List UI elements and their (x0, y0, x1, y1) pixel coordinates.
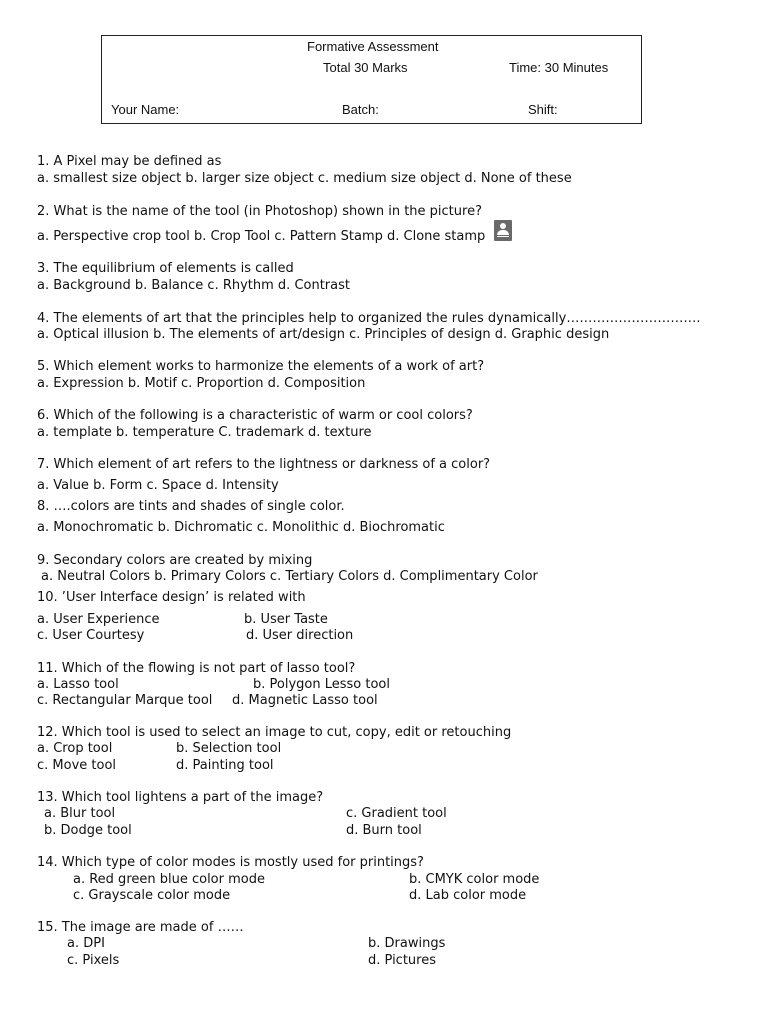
question-9: 9. Secondary colors are created by mixing (37, 553, 313, 568)
stamp-tool-icon (494, 220, 512, 241)
question-15-option-a: a. DPI (67, 936, 105, 951)
question-1: 1. A Pixel may be defined as (37, 154, 222, 169)
header-total-marks: Total 30 Marks (323, 60, 408, 75)
question-12-option-b: b. Selection tool (176, 741, 282, 756)
header-name-label: Your Name: (111, 102, 180, 117)
question-13-option-a: a. Blur tool (44, 806, 116, 821)
question-10-option-b: b. User Taste (244, 612, 328, 627)
question-11-option-c: c. Rectangular Marque tool (37, 693, 213, 708)
question-5: 5. Which element works to harmonize the elements of a work of art? (37, 359, 485, 374)
question-10-option-a: a. User Experience (37, 612, 160, 627)
question-13: 13. Which tool lightens a part of the image? (37, 790, 324, 805)
question-12-option-d: d. Painting tool (176, 758, 274, 773)
question-12-option-c: c. Move tool (37, 758, 117, 773)
question-14-option-b: b. CMYK color mode (409, 872, 540, 887)
question-9-options: a. Neutral Colors b. Primary Colors c. Tertiary Colors d. Complimentary Color (41, 569, 538, 584)
question-11: 11. Which of the flowing is not part of lasso tool? (37, 661, 356, 676)
question-14-option-c: c. Grayscale color mode (73, 888, 231, 903)
question-14-option-a: a. Red green blue color mode (73, 872, 265, 887)
question-10-option-d: d. User direction (246, 628, 354, 643)
question-8: 8. ….colors are tints and shades of single color. (37, 499, 345, 514)
header-batch-label: Batch: (342, 102, 379, 117)
question-13-option-b: b. Dodge tool (44, 823, 132, 838)
question-12: 12. Which tool is used to select an image to cut, copy, edit or retouching (37, 725, 512, 740)
question-11-option-b: b. Polygon Lesso tool (253, 677, 390, 692)
question-6: 6. Which of the following is a characteristic of warm or cool colors? (37, 408, 473, 423)
question-10: 10. ’User Interface design’ is related with (37, 590, 306, 605)
question-14-option-d: d. Lab color mode (409, 888, 527, 903)
header-title: Formative Assessment (307, 39, 439, 54)
question-15: 15. The image are made of …… (37, 920, 244, 935)
question-3: 3. The equilibrium of elements is called (37, 261, 294, 276)
question-15-option-c: c. Pixels (67, 953, 120, 968)
question-8-options: a. Monochromatic b. Dichromatic c. Monolithic d. Biochromatic (37, 520, 445, 535)
question-11-option-a: a. Lasso tool (37, 677, 119, 692)
question-12-option-a: a. Crop tool (37, 741, 113, 756)
header-time: Time: 30 Minutes (509, 60, 609, 75)
question-11-option-d: d. Magnetic Lasso tool (232, 693, 378, 708)
question-4-options: a. Optical illusion b. The elements of art/design c. Principles of design d. Graphic design (37, 327, 610, 342)
question-2-options: a. Perspective crop tool b. Crop Tool c. Pattern Stamp d. Clone stamp (37, 229, 486, 244)
question-1-options: a. smallest size object b. larger size object c. medium size object d. None of these (37, 171, 572, 186)
question-6-options: a. template b. temperature C. trademark d. texture (37, 425, 372, 440)
assessment-header-box (101, 35, 642, 124)
question-13-option-d: d. Burn tool (346, 823, 422, 838)
question-3-options: a. Background b. Balance c. Rhythm d. Contrast (37, 278, 350, 293)
question-10-option-c: c. User Courtesy (37, 628, 145, 643)
question-14: 14. Which type of color modes is mostly used for printings? (37, 855, 424, 870)
question-13-option-c: c. Gradient tool (346, 806, 447, 821)
question-4: 4. The elements of art that the principles help to organized the rules dynamically…………………………. (37, 311, 701, 326)
question-15-option-b: b. Drawings (368, 936, 446, 951)
question-2: 2. What is the name of the tool (in Photoshop) shown in the picture? (37, 204, 482, 219)
question-5-options: a. Expression b. Motif c. Proportion d. Composition (37, 376, 366, 391)
question-7-options: a. Value b. Form c. Space d. Intensity (37, 478, 279, 493)
question-15-option-d: d. Pictures (368, 953, 436, 968)
header-shift-label: Shift: (528, 102, 558, 117)
question-7: 7. Which element of art refers to the lightness or darkness of a color? (37, 457, 491, 472)
